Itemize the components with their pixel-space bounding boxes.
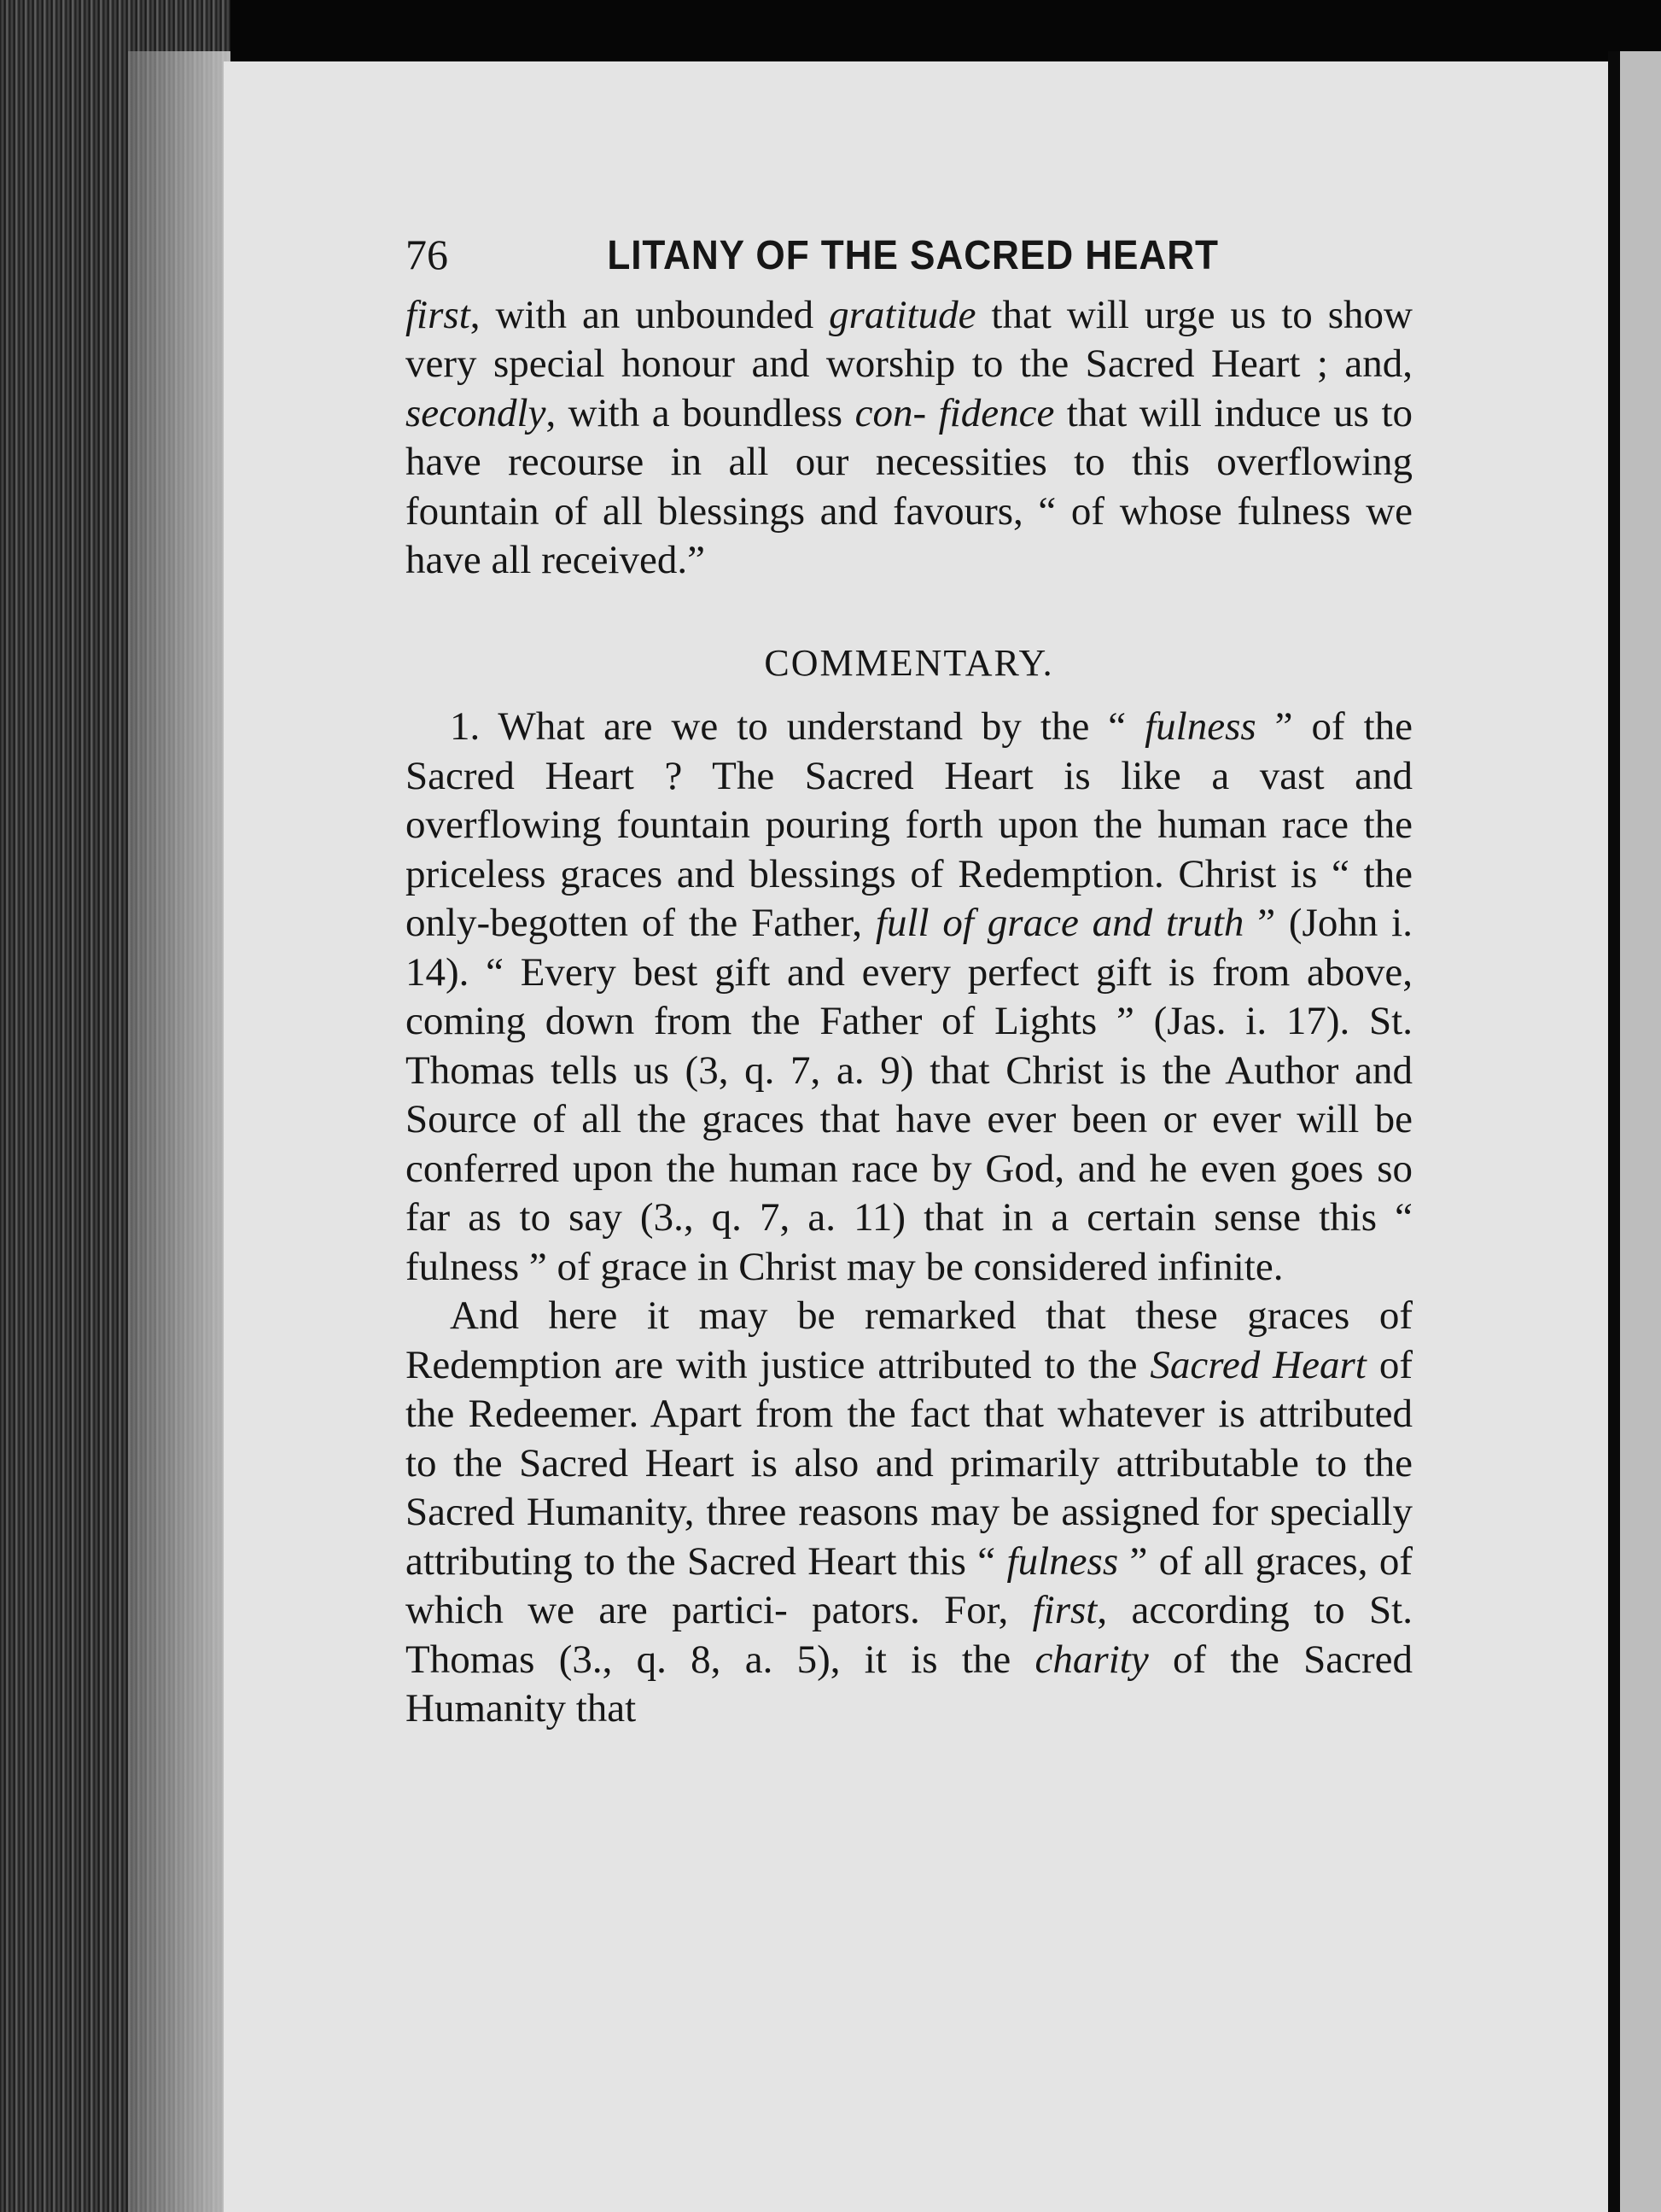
binding-shadow xyxy=(128,51,230,2212)
italic-phrase: first xyxy=(1032,1588,1098,1632)
intro-paragraph: first, with an unbounded gratitude that will urge us to show very special honour and worship to the Sacred Heart ; and, secondly, with a boundless con- fidence that will induce us to have recourse in all our necessities to this overflowing fountain of all blessings and favours, “ of whose fulness we have all received.” xyxy=(405,292,1413,582)
facing-page-edge xyxy=(1620,51,1661,2212)
italic-phrase: charity xyxy=(1034,1637,1149,1682)
italic-phrase: full of grace and truth xyxy=(875,901,1244,945)
italic-phrase: secondly xyxy=(405,390,546,435)
page-header xyxy=(405,231,1413,281)
page-text xyxy=(405,231,1413,1734)
italic-phrase: con- fidence xyxy=(854,390,1055,435)
italic-phrase: Sacred Heart xyxy=(1150,1342,1367,1387)
italic-phrase: first xyxy=(405,292,470,337)
page-fold-shadow xyxy=(1608,51,1620,2212)
commentary-paragraph-2: And here it may be remarked that these graces of Redemption are with justice attributed to the Sacred Heart of the Redeemer. Apart from the fact that whatever is attributed to the Sacred Heart is also and primarily attributable to the Sacred Humanity, three reasons may be assigned for specially attributing to the Sacred Heart this “ fulness ” of all graces, of which we are partici- pators. For, first, according to St. Thomas (3., q. 8, a. 5), it is the charity of the Sacred Humanity that xyxy=(405,1293,1413,1730)
section-heading: COMMENTARY. xyxy=(764,641,1054,684)
running-title: LITANY OF THE SACRED HEART xyxy=(607,233,1219,278)
page-number: 76 xyxy=(405,231,448,278)
italic-phrase: fulness xyxy=(1145,704,1256,749)
commentary-paragraph-1: 1. What are we to understand by the “ fulness ” of the Sacred Heart ? The Sacred Heart is like a vast and overflowing fountain pouring forth upon the human race the priceless graces and blessings of Redemption. Christ is “ the only-begotten of the Father, full of grace and truth ” (John i. 14). “ Every best gift and every perfect gift is from above, coming down from the Father of Lights ” (Jas. i. 17). St. Thomas tells us (3, q. 7, a. 9) that Christ is the Author and Source of all the graces that have ever been or ever will be conferred upon the human race by God, and he even goes so far as to say (3., q. 7, a. 11) that in a certain sense this “ fulness ” of grace in Christ may be considered infinite. xyxy=(405,704,1413,1289)
italic-phrase: gratitude xyxy=(829,292,976,337)
italic-phrase: fulness xyxy=(1006,1538,1119,1584)
